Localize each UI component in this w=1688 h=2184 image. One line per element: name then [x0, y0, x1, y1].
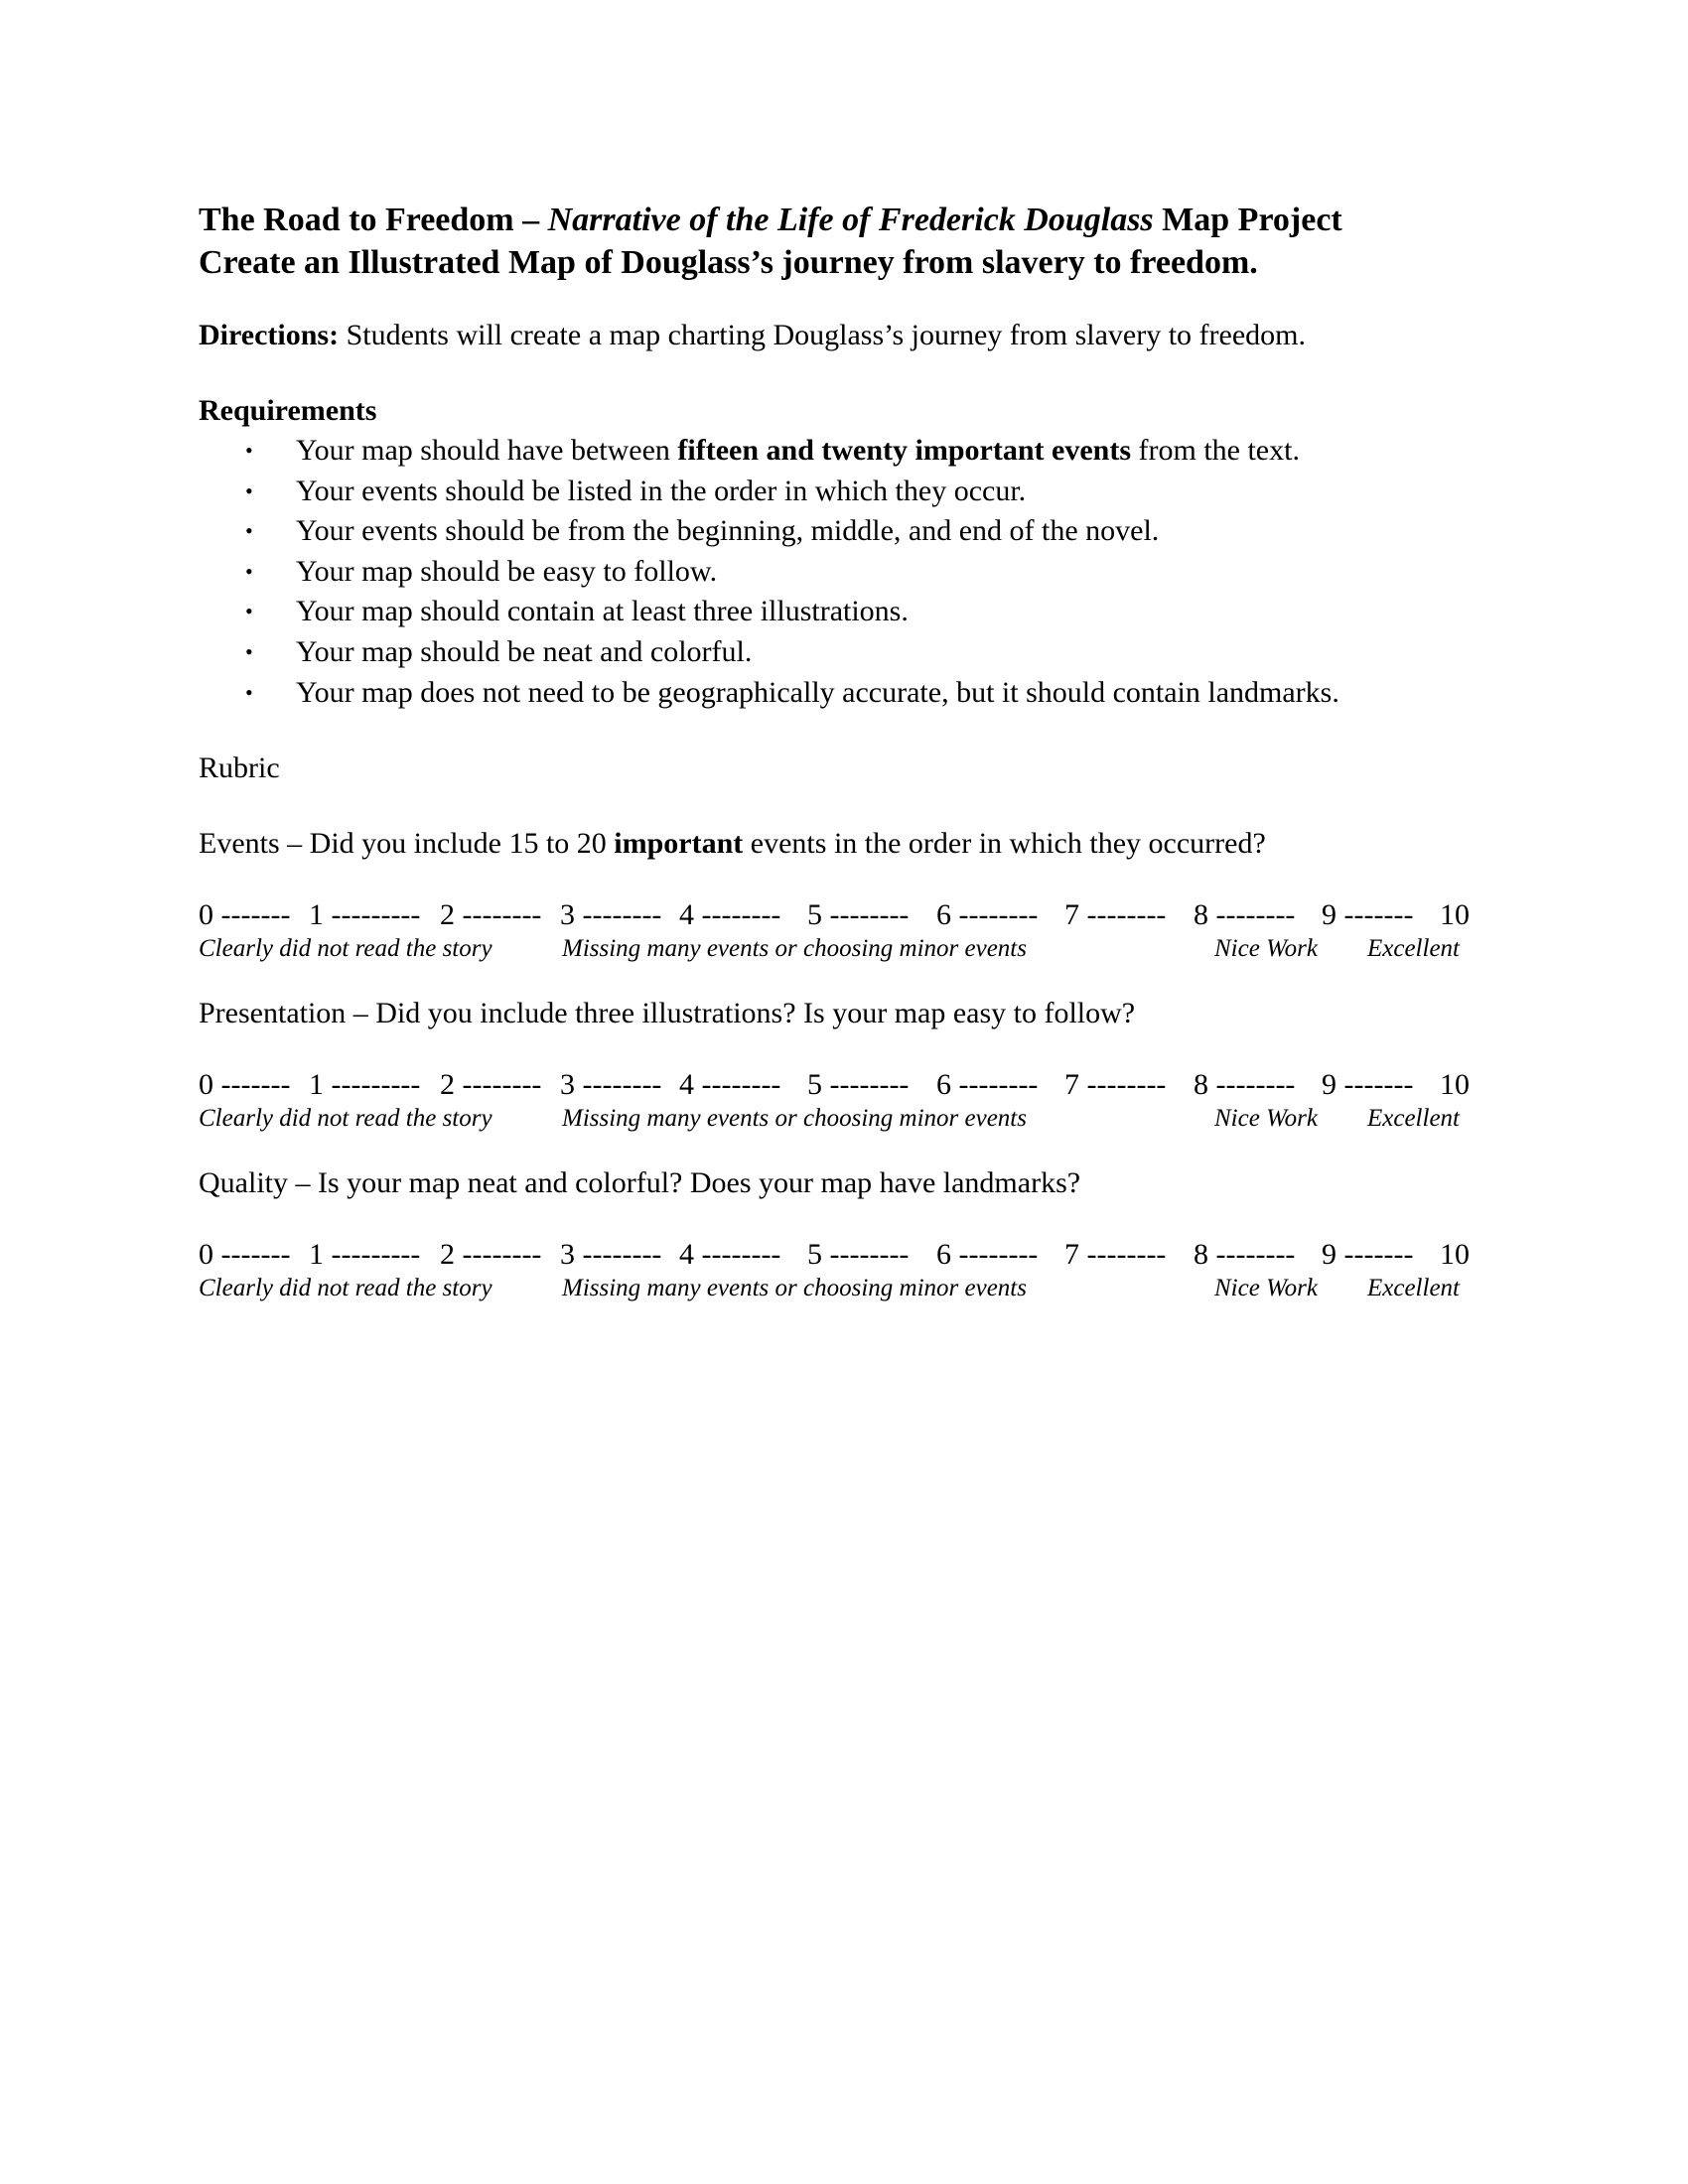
- label-mid: Missing many events or choosing minor events: [562, 935, 1027, 963]
- score-point-2: 2 --------: [440, 1238, 542, 1272]
- label-low: Clearly did not read the story: [199, 1105, 492, 1133]
- score-point-8: 8 --------: [1194, 1068, 1296, 1102]
- score-point-0: 0 -------: [199, 898, 291, 932]
- bullet-icon: •: [245, 679, 253, 705]
- list-item: • Your events should be listed in the order in which they occur.: [199, 472, 1489, 512]
- score-labels: [199, 1273, 1489, 1304]
- score-point-0: 0 -------: [199, 1238, 291, 1272]
- score-scale: [199, 1067, 1489, 1103]
- score-point-1: 1 ---------: [309, 1238, 421, 1272]
- label-top: Excellent: [1367, 1105, 1460, 1133]
- requirements-heading: Requirements: [199, 394, 377, 427]
- document-subtitle: Create an Illustrated Map of Douglass’s journey from slavery to freedom.: [199, 244, 1258, 281]
- rubric-criterion-presentation: Presentation – Did you include three illustrations? Is your map easy to follow?: [199, 997, 1136, 1030]
- label-good: Nice Work: [1214, 935, 1318, 963]
- bullet-icon: •: [245, 599, 253, 624]
- events-emphasis: important: [614, 827, 744, 861]
- score-labels: [199, 1103, 1489, 1135]
- label-top: Excellent: [1367, 1275, 1460, 1302]
- score-point-5: 5 --------: [807, 1068, 910, 1102]
- title-bold-end: Map Project: [1153, 202, 1342, 238]
- rubric-heading: Rubric: [199, 751, 280, 785]
- score-point-2: 2 --------: [440, 898, 542, 932]
- score-point-9: 9 -------: [1322, 1068, 1414, 1102]
- score-point-9: 9 -------: [1322, 898, 1414, 932]
- label-good: Nice Work: [1214, 1105, 1318, 1133]
- document-page: [199, 199, 1489, 1306]
- score-point-0: 0 -------: [199, 1068, 291, 1102]
- rubric-criterion-quality: Quality – Is your map neat and colorful? Does your map have landmarks?: [199, 1166, 1081, 1200]
- score-point-6: 6 --------: [936, 1238, 1039, 1272]
- score-scale: [199, 897, 1489, 933]
- score-point-5: 5 --------: [807, 898, 910, 932]
- score-point-10: 10: [1440, 1238, 1470, 1272]
- score-point-1: 1 ---------: [309, 898, 421, 932]
- score-point-3: 3 --------: [560, 1238, 662, 1272]
- bullet-icon: •: [245, 638, 253, 664]
- score-point-6: 6 --------: [936, 898, 1039, 932]
- label-low: Clearly did not read the story: [199, 935, 492, 963]
- score-point-8: 8 --------: [1194, 898, 1296, 932]
- rubric-scale-quality: [199, 1237, 1489, 1306]
- score-point-3: 3 --------: [560, 1068, 662, 1102]
- list-item: • Your map does not need to be geographically accurate, but it should contain landmarks.: [199, 673, 1489, 714]
- label-low: Clearly did not read the story: [199, 1275, 492, 1302]
- directions-paragraph: [199, 316, 1489, 355]
- directions-text: Students will create a map charting Douglass’s journey from slavery to freedom.: [339, 319, 1306, 351]
- score-point-8: 8 --------: [1194, 1238, 1296, 1272]
- score-point-10: 10: [1440, 1068, 1470, 1102]
- list-item: • Your map should be neat and colorful.: [199, 632, 1489, 673]
- directions-label: Directions:: [199, 319, 340, 351]
- list-item: • Your events should be from the beginning, middle, and end of the novel.: [199, 511, 1489, 552]
- score-labels: [199, 933, 1489, 965]
- rubric-scale-presentation: [199, 1067, 1489, 1137]
- score-point-2: 2 --------: [440, 1068, 542, 1102]
- label-good: Nice Work: [1214, 1275, 1318, 1302]
- score-point-7: 7 --------: [1064, 1068, 1167, 1102]
- label-top: Excellent: [1367, 935, 1460, 963]
- bullet-icon: •: [245, 518, 253, 544]
- score-point-7: 7 --------: [1064, 898, 1167, 932]
- requirement-emphasis: fifteen and twenty important events: [677, 434, 1131, 467]
- bullet-icon: •: [245, 478, 253, 503]
- title-italic-book: Narrative of the Life of Frederick Douglass: [547, 202, 1154, 238]
- score-point-7: 7 --------: [1064, 1238, 1167, 1272]
- list-item: • Your map should be easy to follow.: [199, 552, 1489, 593]
- score-point-10: 10: [1440, 898, 1470, 932]
- label-mid: Missing many events or choosing minor events: [562, 1275, 1027, 1302]
- list-item: • Your map should have between fifteen and twenty important events from the text.: [199, 431, 1489, 472]
- bullet-icon: •: [245, 438, 253, 463]
- label-mid: Missing many events or choosing minor events: [562, 1105, 1027, 1133]
- score-point-1: 1 ---------: [309, 1068, 421, 1102]
- requirements-list: [199, 431, 1489, 713]
- score-point-9: 9 -------: [1322, 1238, 1414, 1272]
- rubric-scale-events: [199, 897, 1489, 967]
- score-point-5: 5 --------: [807, 1238, 910, 1272]
- score-point-4: 4 --------: [679, 898, 781, 932]
- rubric-criterion-events: Events – Did you include 15 to 20 important events in the order in which they occurred?: [199, 827, 1266, 861]
- document-title: [199, 199, 1489, 241]
- score-point-4: 4 --------: [679, 1238, 781, 1272]
- list-item: • Your map should contain at least three illustrations.: [199, 592, 1489, 632]
- bullet-icon: •: [245, 558, 253, 584]
- score-scale: [199, 1237, 1489, 1273]
- title-bold-start: The Road to Freedom –: [199, 202, 548, 238]
- score-point-4: 4 --------: [679, 1068, 781, 1102]
- score-point-6: 6 --------: [936, 1068, 1039, 1102]
- score-point-3: 3 --------: [560, 898, 662, 932]
